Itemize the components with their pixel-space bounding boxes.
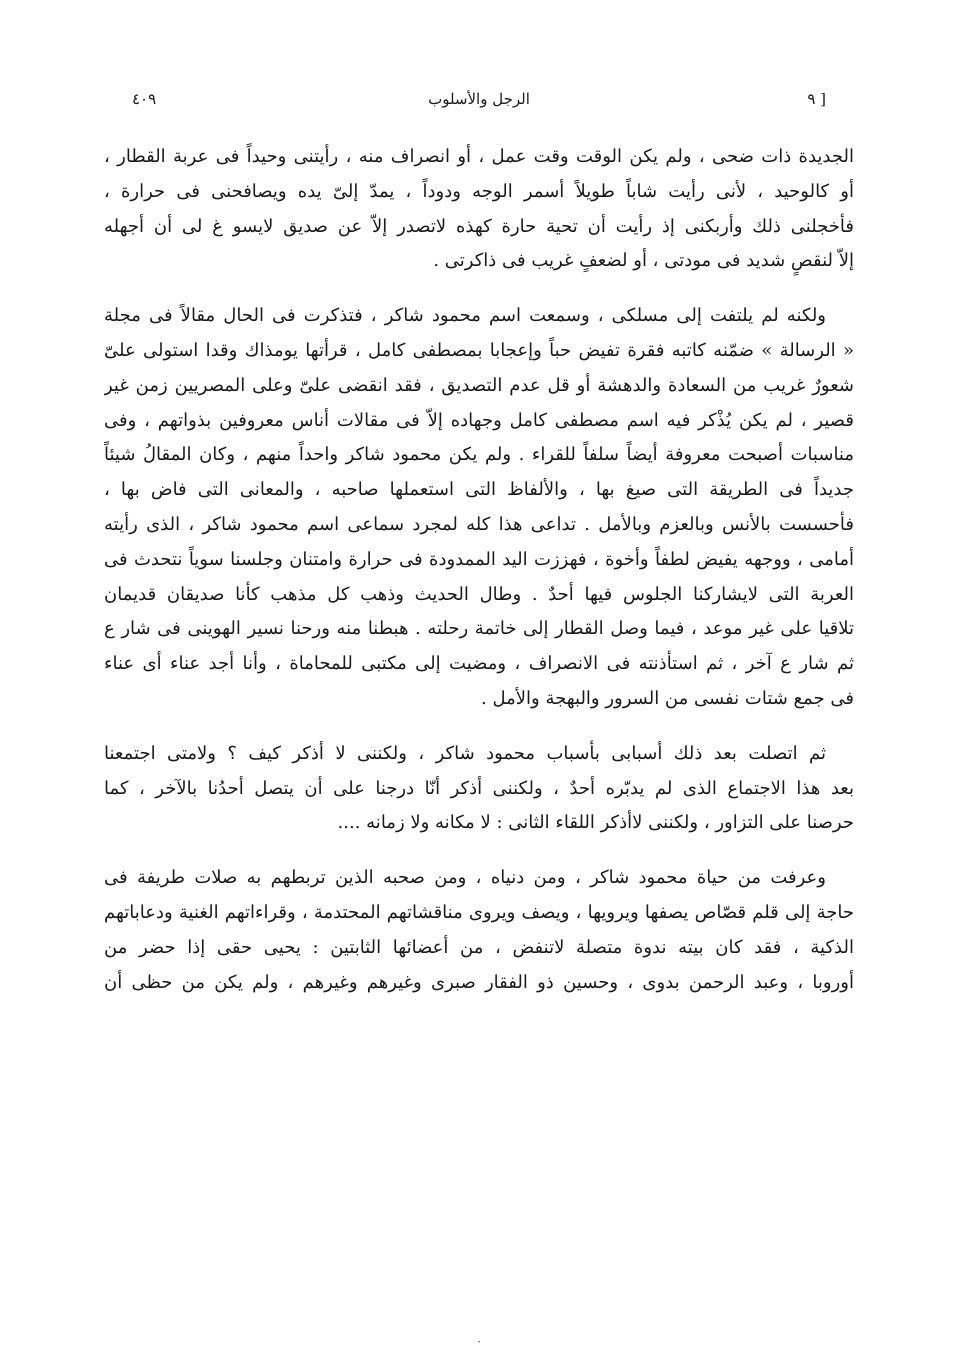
running-title: الرجل والأسلوب: [428, 90, 530, 108]
text-line: « الرسالة » ضمّنه كاتبه فقرة تفيض حباً وإعجابا بمصطفى كامل ، قرأتها يومذاك وقدا استولى علىّ: [104, 339, 854, 361]
text-line: ثم اتصلت بعد ذلك أسبابى بأسباب محمود شاكر ، ولكننى لا أذكر كيف ؟ ولامتى اجتمعنا: [104, 742, 826, 764]
text-line: فى جمع شتات نفسى من السرور والبهجة والأمل .: [481, 687, 854, 709]
text-line: مناسبات أصبحت معروفة أيضاً سلفاً للقراء . ولم يكن محمود شاكر واحداً منهم ، وكان المقالُ شيئاً: [104, 444, 854, 466]
paragraph-1: [104, 140, 854, 279]
text-line: حاجة إلى قلم قصّاص يصفها ويرويها ، ويصف ويروى مناقشاتهم المحتدمة ، وقراءاتهم الغنية ودعاباتهم: [104, 901, 854, 923]
page-number: ٤٠٩: [132, 90, 157, 108]
text-line: أمامى ، ووجهه يفيض لطفاً وأخوة ، فهززت اليد الممدودة فى حرارة وامتنان وجلسنا سوياً نتحدث فى: [104, 548, 854, 570]
part-number: [ ٩: [807, 90, 826, 108]
body-text: [104, 140, 854, 1000]
text-line: حرصنا على التزاور ، ولكننى لاأذكر اللقاء الثانى : لا مكانه ولا زمانه ....: [337, 812, 854, 834]
text-line: الذكية ، فقد كان بيته ندوة متصلة لاتنفض ، من أعضائها الثابتين : يحيى حقى إذا حضر من: [104, 936, 854, 958]
text-line: بعد هذا الاجتماع الذى لم يدبّره أحدٌ ، ولكننى أذكر أنّا درجنا على أن يتصل أحدُنا بالآخر ، كما: [104, 777, 854, 799]
text-line: العربة التى لايشاركنا الجلوس فيها أحدٌ . وطال الحديث وذهب كل مذهب كأنا صديقان قديمان: [104, 583, 854, 605]
text-line: أو كالوحيد ، لأنى رأيت شاباً طويلاً أسمر الوجه ودوداً ، يمدّ إلىّ يده ويصافحنى فى حرارة ،: [104, 180, 854, 202]
paragraph-4: [104, 861, 854, 1000]
text-line: تلاقيا على غير موعد ، فيما وصل القطار إلى خاتمة رحلته . هبطنا منه ورحنا نسير الهوينى فى شار ع: [104, 618, 854, 640]
paragraph-3: [104, 737, 854, 841]
text-line: فأحسست بالأنس وبالعزم وبالأمل . تداعى هذا كله لمجرد سماعى اسم محمود شاكر ، الذى رأيته: [104, 513, 854, 535]
text-line: إلاّ لنقصٍ شديد فى مودتى ، أو لضعفٍ غريب فى ذاكرتى .: [433, 250, 854, 272]
footer-mark: ·: [477, 1335, 481, 1349]
text-line: قصير ، لم يكن يُذْكر فيه اسم مصطفى كامل وجهاده إلاّ فى مقالات أناس معروفين بذواتهم ، وفى: [104, 409, 854, 431]
text-line: الجديدة ذات ضحى ، ولم يكن الوقت وقت عمل ، أو انصراف منه ، رأيتنى وحيداً فى عربة القطار ،: [104, 146, 854, 167]
paragraph-2: [104, 299, 854, 717]
text-line: وعرفت من حياة محمود شاكر ، ومن دنياه ، ومن صحبه الذين تربطهم به صلات طريفة فى: [104, 867, 826, 889]
text-line: جديداً فى الطريقة التى صيغ بها ، والألفاظ التى استعملها صاحبه ، والمعانى التى فاض بها ،: [104, 479, 854, 501]
text-line: شعورٌ غريب من السعادة والدهشة أو قل عدم التصديق ، فقد انقضى علىّ وعلى المصريين زمن غير: [104, 374, 854, 396]
text-line: أوروبا ، وعبد الرحمن بدوى ، وحسين ذو الفقار صبرى وغيرهم وغيرهم ، ولم يكن من حظى أن: [104, 971, 854, 993]
text-line: ولكنه لم يلتفت إلى مسلكى ، وسمعت اسم محمود شاكر ، فتذكرت فى الحال مقالاً فى مجلة: [104, 305, 826, 327]
running-header: [132, 84, 826, 114]
text-line: فأخجلنى ذلك وأربكنى إذ رأيت أن تحية حارة كهذه لاتصدر إلاّ عن صديق لايسو غ لى أن أجهله: [104, 215, 854, 237]
text-line: ثم شار ع آخر ، ثم استأذنته فى الانصراف ، ومضيت إلى مكتبى للمحاماة ، وأنا أجد عناء أى عناء: [104, 653, 854, 675]
